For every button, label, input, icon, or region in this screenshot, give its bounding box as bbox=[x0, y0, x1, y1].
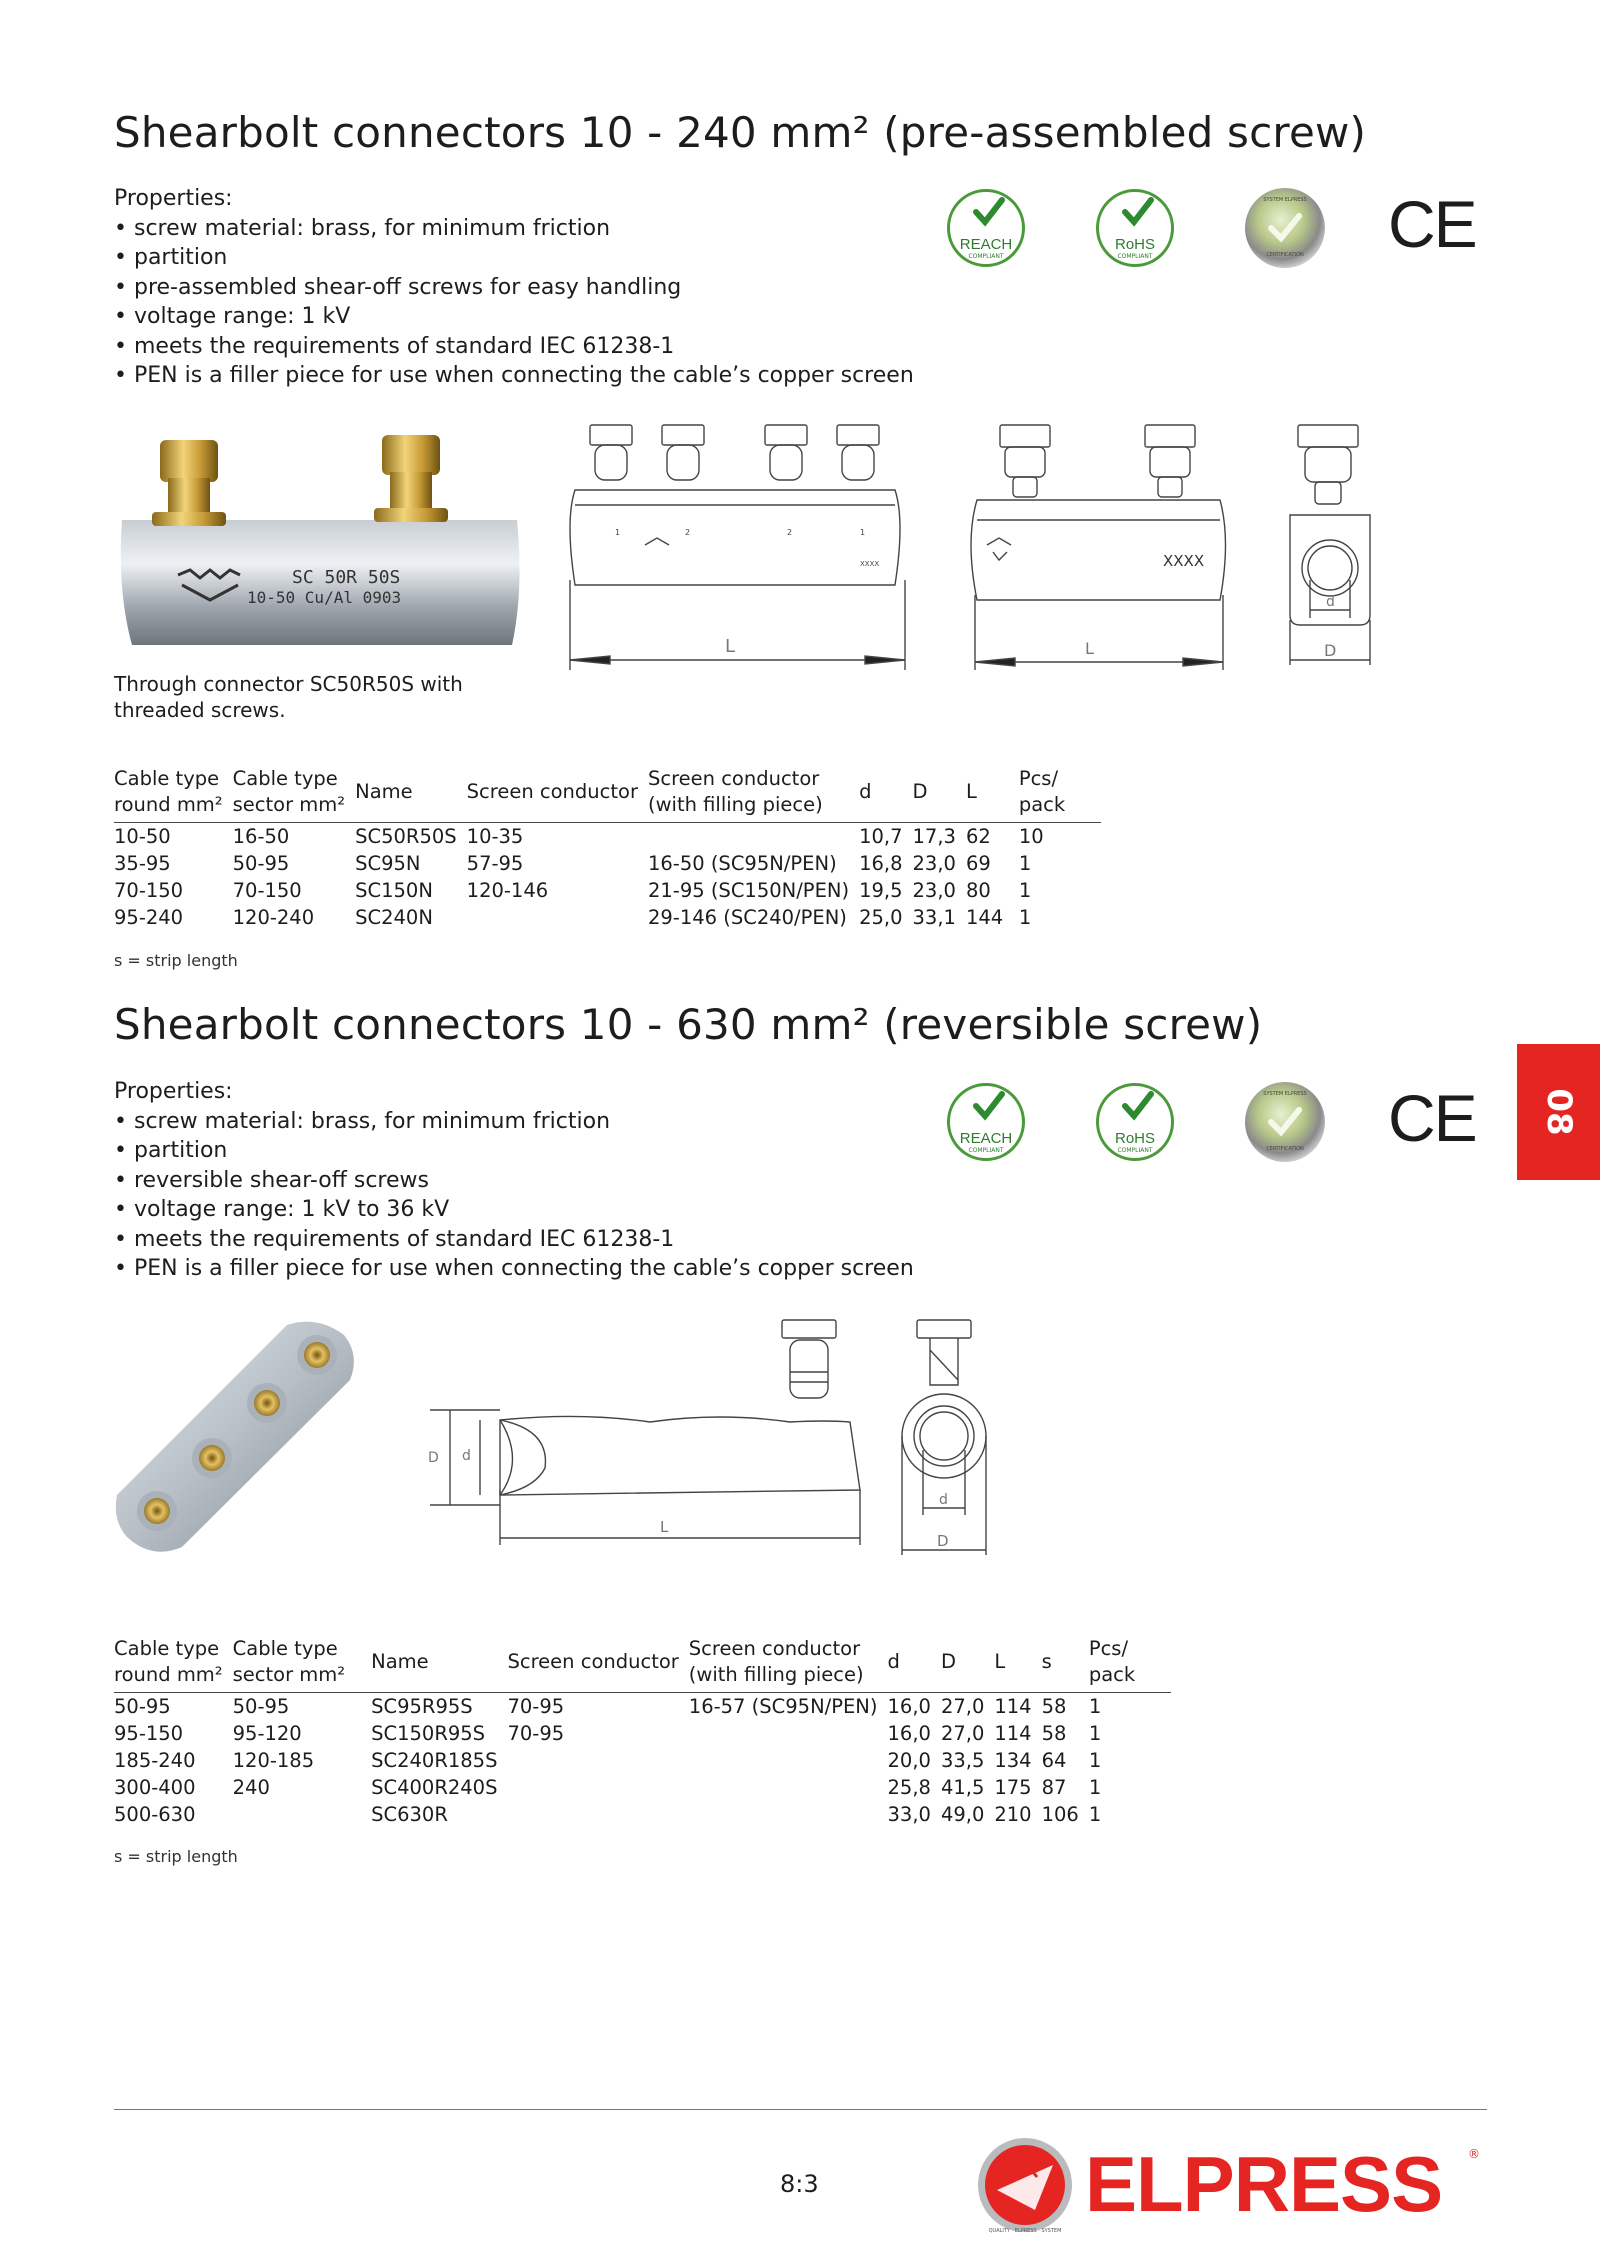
property-item: • meets the requirements of standard IEC 61238-1 bbox=[114, 332, 914, 362]
reach-label: REACH bbox=[959, 236, 1013, 253]
property-item: • PEN is a filler piece for use when connecting the cable’s copper screen bbox=[114, 1254, 914, 1284]
section1-properties bbox=[114, 184, 914, 391]
engraving-line-2: 10-50 Cu/Al 0903 bbox=[247, 588, 402, 607]
dim-D-label: D bbox=[428, 1450, 439, 1466]
rohs-badge-icon bbox=[1096, 189, 1174, 267]
drawing-number-4: 1 bbox=[860, 528, 866, 537]
rohs-label: RoHS bbox=[1114, 236, 1155, 253]
checkmark-icon bbox=[972, 1089, 1006, 1123]
rohs-label: RoHS bbox=[1114, 1130, 1155, 1147]
checkmark-icon bbox=[1121, 1089, 1155, 1123]
checkmark-icon bbox=[1265, 1102, 1305, 1142]
col-pcs: Pcs/ pack bbox=[1089, 1636, 1171, 1693]
chapter-tab-label: 08 bbox=[1538, 1088, 1579, 1136]
col-L: L bbox=[994, 1636, 1041, 1693]
elpress-logo: ELPRESS bbox=[1085, 2140, 1443, 2228]
property-item: • partition bbox=[114, 243, 914, 273]
emblem-ring-text: QUALITY · ELPRESS · SYSTEM bbox=[988, 2228, 1062, 2234]
col-D: D bbox=[941, 1636, 994, 1693]
ce-mark-icon: CE bbox=[1388, 1081, 1476, 1155]
section2-title: Shearbolt connectors 10 - 630 mm² (reversible screw) bbox=[114, 1000, 1263, 1049]
table-header-row bbox=[114, 1636, 1171, 1693]
col-cable-round: Cable type round mm² bbox=[114, 766, 233, 823]
section1-title: Shearbolt connectors 10 - 240 mm² (pre-assembled screw) bbox=[114, 108, 1367, 157]
checkmark-icon bbox=[972, 195, 1006, 229]
drawing-sc-endview bbox=[1280, 420, 1400, 670]
col-screen: Screen conductor bbox=[467, 766, 648, 823]
table-header-row bbox=[114, 766, 1101, 823]
table-row: 95-240 120-240 SC240N 29-146 (SC240/PEN) 25,0 33,1 144 1 bbox=[114, 906, 1032, 929]
chapter-tab[interactable] bbox=[1517, 1044, 1600, 1180]
checkmark-icon bbox=[1265, 208, 1305, 248]
spec-table-2 bbox=[114, 1636, 1171, 1828]
col-cable-sector: Cable type sector mm² bbox=[233, 766, 355, 823]
engraving-line-1: SC 50R 50S bbox=[292, 567, 401, 588]
drawing-number-1: 1 bbox=[615, 528, 621, 537]
table-row: 300-400 240 SC400R240S 25,8 41,5 175 87 1 bbox=[114, 1776, 1102, 1799]
system-badge-bottom-text: CERTIFICATION bbox=[1266, 252, 1304, 258]
table-row: 50-95 50-95 SC95R95S 70-95 16-57 (SC95N/PEN) 16,0 27,0 114 58 1 bbox=[114, 1695, 1102, 1718]
property-item: • screw material: brass, for minimum friction bbox=[114, 214, 914, 244]
section2-properties bbox=[114, 1077, 914, 1284]
table-row: 70-150 70-150 SC150N 120-146 21-95 (SC150N/PEN) 19,5 23,0 80 1 bbox=[114, 879, 1032, 902]
property-item: • pre-assembled shear-off screws for easy handling bbox=[114, 273, 914, 303]
dim-L-label: L bbox=[1085, 639, 1094, 658]
drawing-sc-4screw bbox=[565, 420, 915, 670]
connector-photo-sc50r50s bbox=[112, 420, 532, 660]
table-row: 95-150 95-120 SC150R95S 70-95 16,0 27,0 114 58 1 bbox=[114, 1722, 1102, 1745]
checkmark-icon bbox=[1121, 195, 1155, 229]
col-name: Name bbox=[355, 766, 467, 823]
col-d: d bbox=[859, 766, 912, 823]
drawing-xxxx-small: XXXX bbox=[860, 560, 880, 568]
table-row: 10-50 16-50 SC50R50S 10-35 10,7 17,3 62 10 bbox=[114, 825, 1044, 848]
property-item: • voltage range: 1 kV bbox=[114, 302, 914, 332]
dim-d-label: d bbox=[1326, 594, 1335, 610]
reach-sub-label: COMPLIANT bbox=[968, 1147, 1004, 1154]
system-badge-bottom-text: CERTIFICATION bbox=[1266, 1146, 1304, 1152]
col-s: s bbox=[1042, 1636, 1089, 1693]
property-item: • reversible shear-off screws bbox=[114, 1166, 914, 1196]
drawing-sc-2screw bbox=[965, 420, 1235, 670]
dim-d-label: d bbox=[462, 1448, 471, 1464]
property-item: • screw material: brass, for minimum friction bbox=[114, 1107, 914, 1137]
system-certification-badge-icon bbox=[1245, 188, 1325, 268]
properties-heading: Properties: bbox=[114, 1079, 233, 1104]
col-screen: Screen conductor bbox=[507, 1636, 688, 1693]
footer-divider bbox=[114, 2109, 1487, 2110]
ce-mark-icon: CE bbox=[1388, 187, 1476, 261]
drawing-xxxx: XXXX bbox=[1163, 552, 1205, 570]
system-badge-top-text: SYSTEM ELPRESS bbox=[1263, 197, 1307, 203]
strip-length-note: s = strip length bbox=[114, 951, 238, 970]
drawing-number-2: 2 bbox=[685, 528, 691, 537]
table-row: 35-95 50-95 SC95N 57-95 16-50 (SC95N/PEN) 16,8 23,0 69 1 bbox=[114, 852, 1032, 875]
system-certification-badge-icon bbox=[1245, 1082, 1325, 1162]
dim-d-label: d bbox=[939, 1492, 948, 1508]
drawing-reversible-side bbox=[410, 1310, 870, 1560]
reach-sub-label: COMPLIANT bbox=[968, 253, 1004, 260]
table-row: 185-240 120-185 SC240R185S 20,0 33,5 134 64 1 bbox=[114, 1749, 1102, 1772]
table-row: 500-630 SC630R 33,0 49,0 210 106 1 bbox=[114, 1803, 1102, 1826]
col-L: L bbox=[966, 766, 1019, 823]
properties-heading: Properties: bbox=[114, 186, 233, 211]
drawing-number-3: 2 bbox=[787, 528, 793, 537]
reach-badge-icon bbox=[947, 189, 1025, 267]
col-screen-filling: Screen conductor (with filling piece) bbox=[648, 766, 859, 823]
reach-badge-icon bbox=[947, 1083, 1025, 1161]
property-item: • partition bbox=[114, 1136, 914, 1166]
system-badge-top-text: SYSTEM ELPRESS bbox=[1263, 1091, 1307, 1097]
col-screen-filling: Screen conductor (with filling piece) bbox=[689, 1636, 888, 1693]
dim-D-label: D bbox=[937, 1532, 949, 1550]
drawing-reversible-end bbox=[895, 1310, 1005, 1560]
property-item: • PEN is a filler piece for use when connecting the cable’s copper screen bbox=[114, 361, 914, 391]
col-name: Name bbox=[371, 1636, 507, 1693]
col-d: d bbox=[888, 1636, 941, 1693]
col-pcs: Pcs/ pack bbox=[1019, 766, 1101, 823]
dim-L-label: L bbox=[660, 1518, 669, 1536]
dim-L-label: L bbox=[725, 636, 736, 657]
rohs-sub-label: COMPLIANT bbox=[1117, 253, 1153, 260]
photo-caption: Through connector SC50R50S with threaded screws. bbox=[114, 672, 463, 722]
col-cable-round: Cable type round mm² bbox=[114, 1636, 233, 1693]
col-D: D bbox=[913, 766, 966, 823]
elpress-emblem-icon bbox=[975, 2135, 1075, 2235]
registered-mark: ® bbox=[1468, 2147, 1480, 2161]
property-item: • voltage range: 1 kV to 36 kV bbox=[114, 1195, 914, 1225]
reach-label: REACH bbox=[959, 1130, 1013, 1147]
dim-D-label: D bbox=[1324, 641, 1337, 660]
col-cable-sector: Cable type sector mm² bbox=[233, 1636, 371, 1693]
strip-length-note: s = strip length bbox=[114, 1847, 238, 1866]
property-item: • meets the requirements of standard IEC 61238-1 bbox=[114, 1225, 914, 1255]
spec-table-1 bbox=[114, 766, 1101, 931]
rohs-badge-icon bbox=[1096, 1083, 1174, 1161]
page-number: 8:3 bbox=[780, 2170, 819, 2198]
connector-photo-reversible bbox=[112, 1315, 362, 1555]
rohs-sub-label: COMPLIANT bbox=[1117, 1147, 1153, 1154]
